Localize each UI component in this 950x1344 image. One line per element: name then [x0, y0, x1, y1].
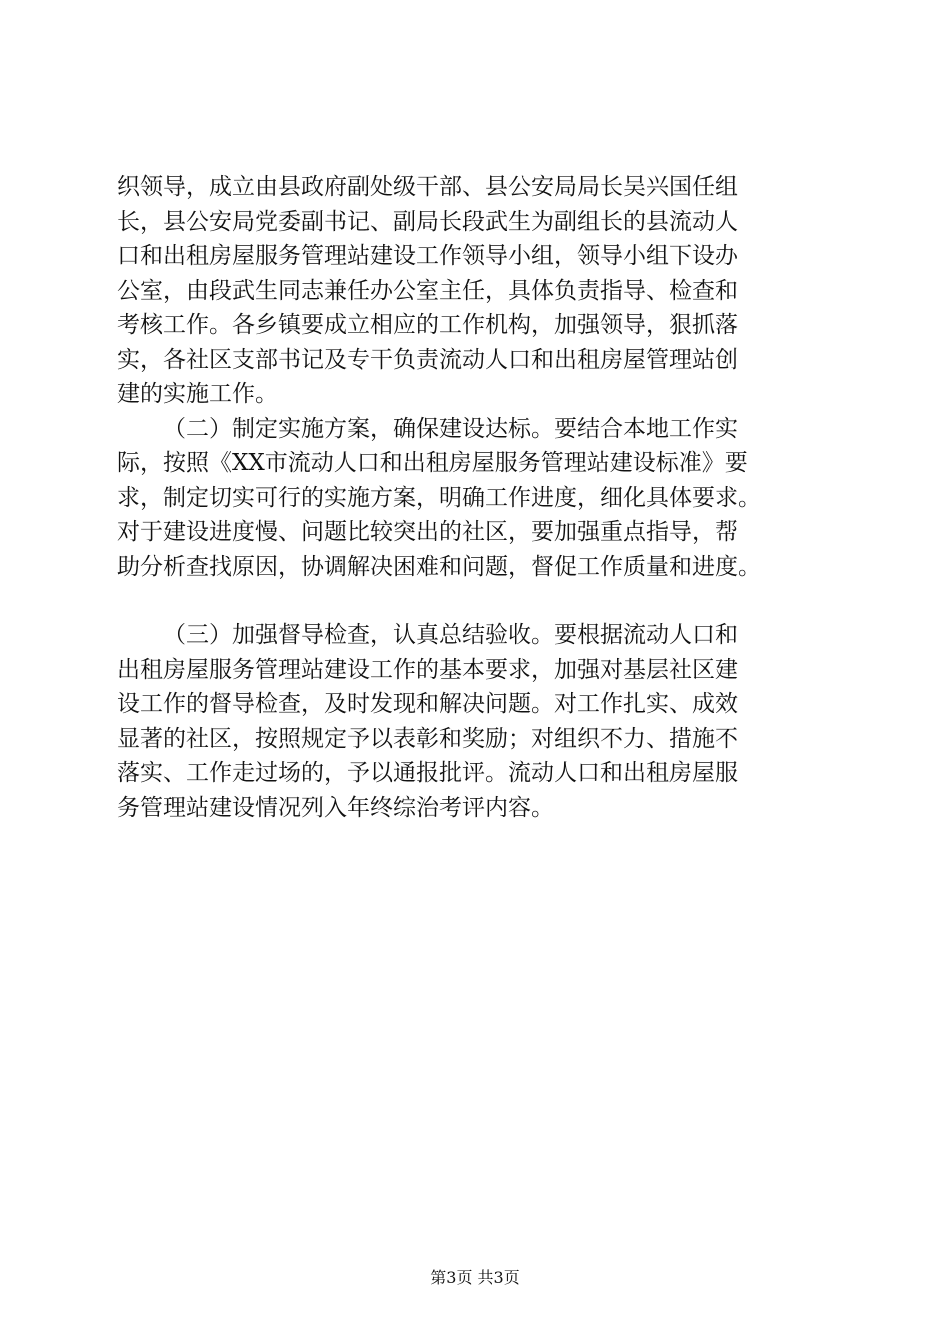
text-line: 公室，由段武生同志兼任办公室主任，具体负责指导、检查和 — [117, 277, 738, 304]
document-body — [117, 170, 833, 825]
text-line: 落实、工作走过场的，予以通报批评。流动人口和出租房屋服 — [117, 760, 738, 786]
text-line: 设工作的督导检查，及时发现和解决问题。对工作扎实、成效 — [117, 691, 738, 717]
text-line: 求，制定切实可行的实施方案，明确工作进度，细化具体要求。 — [117, 484, 761, 511]
text-line: （二）制定实施方案，确保建设达标。要结合本地工作实 — [163, 415, 738, 442]
paragraph-spacer — [117, 584, 833, 618]
text-line: 对于建设进度慢、问题比较突出的社区，要加强重点指导，帮 — [117, 519, 738, 545]
text-line: 务管理站建设情况列入年终综治考评内容。 — [117, 794, 554, 821]
paragraph-3 — [117, 618, 833, 825]
text-line: 织领导，成立由县政府副处级干部、县公安局局长吴兴国任组 — [117, 174, 738, 200]
text-line: 出租房屋服务管理站建设工作的基本要求，加强对基层社区建 — [117, 656, 738, 683]
page-footer — [0, 1268, 950, 1288]
paragraph-2 — [117, 412, 833, 585]
text-line: 显著的社区，按照规定予以表彰和奖励；对组织不力、措施不 — [117, 725, 738, 752]
paragraph-1 — [117, 170, 833, 412]
text-line: 长，县公安局党委副书记、副局长段武生为副组长的县流动人 — [117, 208, 738, 235]
text-line: 口和出租房屋服务管理站建设工作领导小组，领导小组下设办 — [117, 243, 738, 269]
text-line: （三）加强督导检查，认真总结验收。要根据流动人口和 — [163, 622, 738, 648]
text-line: 实，各社区支部书记及专干负责流动人口和出租房屋管理站创 — [117, 346, 738, 373]
text-line: 建的实施工作。 — [117, 381, 278, 407]
page-number-label: 第3页 共3页 — [430, 1268, 520, 1287]
text-line: 助分析查找原因，协调解决困难和问题，督促工作质量和进度。 — [117, 553, 761, 580]
text-line: 际，按照《XX市流动人口和出租房屋服务管理站建设标准》要 — [117, 450, 748, 476]
text-line: 考核工作。各乡镇要成立相应的工作机构，加强领导，狠抓落 — [117, 312, 738, 338]
